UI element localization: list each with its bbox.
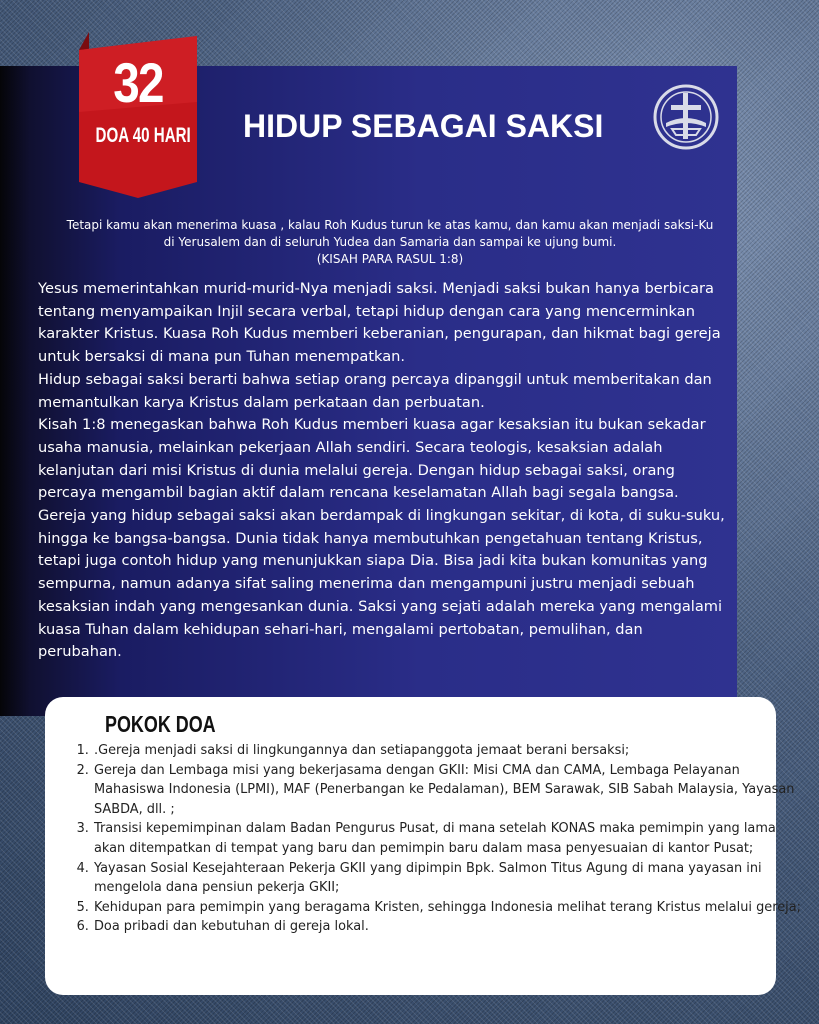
devotional-body — [38, 278, 728, 664]
day-badge-ribbon — [79, 32, 197, 198]
body-paragraph: Hidup sebagai saksi berarti bahwa setiap orang percaya dipanggil untuk memberitakan dan memantulkan karya Kristus dalam perkataan dan perbuatan. — [38, 370, 712, 411]
prayer-heading: POKOK DOA — [105, 711, 216, 737]
prayer-item: 5. Kehidupan para pemimpin yang beragama Kristen, sehingga Indonesia melihat terang Kristus melalui gereja; — [93, 898, 803, 918]
series-label: DOA 40 HARI — [95, 124, 191, 147]
prayer-item: 1. .Gereja menjadi saksi di lingkungannya dan setiapanggota jemaat berani bersaksi; — [93, 741, 803, 761]
verse-line: Tetapi kamu akan menerima kuasa , kalau Roh Kudus turun ke atas kamu, dan kamu akan menjadi saksi-Ku — [66, 218, 714, 232]
prayer-list — [45, 741, 803, 937]
body-paragraph: Yesus memerintahkan murid-murid-Nya menjadi saksi. Menjadi saksi bukan hanya berbicara tentang menyampaikan Injil secara verbal, tetapi hidup dengan cara yang mencerminkan karakter Kristus. Kuasa Roh Kudus memberi keberanian, pengurapan, dan hikmat bagi gereja untuk bersaksi di mana pun Tuhan menempatkan. — [38, 280, 721, 366]
body-paragraph: Gereja yang hidup sebagai saksi akan berdampak di lingkungan sekitar, di kota, di suku-suku, hingga ke bangsa-bangsa. Dunia tidak hanya membutuhkan pengetahuan tentang Kristus, tetapi juga contoh hidup yang menunjukkan siapa Dia. Bisa jadi kita bukan komunitas yang sempurna, namun adanya sifat saling menerima dan mengampuni justru menjadi sebuah kesaksian indah yang mengesankan dunia. Saksi yang sejati adalah mereka yang mengalami kuasa Tuhan dalam kehidupan sehari-hari, mengalami pertobatan, pemulihan, dan perubahan. — [38, 507, 725, 661]
prayer-item: 4. Yayasan Sosial Kesejahteraan Pekerja GKII yang dipimpin Bpk. Salmon Titus Agung di mana yayasan ini mengelola dana pensiun pekerja GKII; — [93, 859, 803, 898]
prayer-points-card — [45, 697, 801, 995]
church-cross-logo-icon — [652, 83, 720, 151]
day-number: 32 — [113, 51, 163, 114]
verse-line: di Yerusalem dan di seluruh Yudea dan Samaria dan sampai ke ujung bumi. — [163, 235, 617, 249]
page-title: HIDUP SEBAGAI SAKSI — [243, 108, 604, 144]
scripture-verse — [40, 217, 740, 268]
prayer-item: 2. Gereja dan Lembaga misi yang bekerjasama dengan GKII: Misi CMA dan CAMA, Lembaga Pelayanan Mahasiswa Indonesia (LPMI), MAF (Penerbangan ke Pedalaman), BEM Sarawak, SIB Sabah Malaysia, Yayasan SABDA, dll. ; — [93, 761, 803, 820]
prayer-item: 6. Doa pribadi dan kebutuhan di gereja lokal. — [93, 917, 803, 937]
prayer-item: 3. Transisi kepemimpinan dalam Badan Pengurus Pusat, di mana setelah KONAS maka pemimpin yang lama akan ditempatkan di tempat yang baru dan pemimpin baru dalam masa penyesuaian di kantor Pusat; — [93, 819, 803, 858]
verse-reference: (KISAH PARA RASUL 1:8) — [316, 252, 464, 266]
body-paragraph: Kisah 1:8 menegaskan bahwa Roh Kudus memberi kuasa agar kesaksian itu bukan sekadar usaha manusia, melainkan pekerjaan Allah sendiri. Secara teologis, kesaksian adalah kelanjutan dari misi Kristus di dunia melalui gereja. Dengan hidup sebagai saksi, orang percaya mengambil bagian aktif dalam rencana keselamatan Allah bagi segala bangsa. — [38, 416, 706, 502]
